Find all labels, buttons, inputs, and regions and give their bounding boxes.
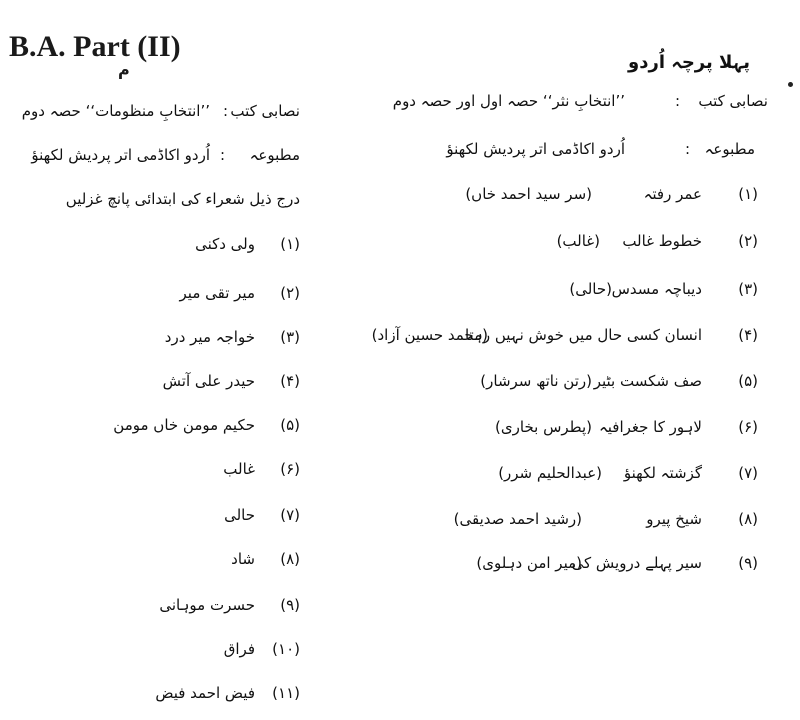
poetry-publisher-label: مطبوعہ bbox=[249, 146, 300, 164]
prose-item-num: (۱) bbox=[738, 185, 758, 203]
poetry-item-num: (۹) bbox=[280, 596, 300, 614]
poetry-item-name: ولی دکنی bbox=[195, 235, 255, 253]
prose-item-num: (۶) bbox=[738, 418, 758, 436]
paper-title: پہلا پرچہ اُردو bbox=[628, 52, 750, 73]
prose-publisher-value: اُردو اکاڈمی اتر پردیش لکھنؤ bbox=[446, 140, 625, 158]
prose-item-title: شیخ پیرو bbox=[646, 510, 702, 528]
prose-item-num: (۹) bbox=[738, 554, 758, 572]
poetry-publisher-value: اُردو اکاڈمی اتر پردیش لکھنؤ bbox=[31, 146, 210, 164]
poetry-intro: درج ذیل شعراء کی ابتدائی پانچ غزلیں bbox=[65, 190, 300, 208]
poetry-item-num: (۱۱) bbox=[272, 684, 300, 702]
prose-item-author: (حالی) bbox=[569, 280, 612, 298]
poetry-textbook-value: ’’انتخابِ منظومات‘‘ حصہ دوم bbox=[21, 102, 210, 120]
poetry-item-name: حسرت موہانی bbox=[159, 596, 255, 614]
poetry-item-num: (۴) bbox=[280, 372, 300, 390]
prose-colon-2: : bbox=[684, 140, 690, 158]
poetry-item-name: میر تقی میر bbox=[179, 284, 255, 302]
poetry-item-num: (۳) bbox=[280, 328, 300, 346]
prose-item-title: انسان کسی حال میں خوش نہیں رہتا bbox=[464, 326, 702, 344]
poetry-item-num: (۶) bbox=[280, 460, 300, 478]
prose-item-num: (۴) bbox=[738, 326, 758, 344]
poetry-item-name: حکیم مومن خاں مومن bbox=[113, 416, 255, 434]
poetry-item-name: فراق bbox=[223, 640, 255, 658]
prose-textbook-label: نصابی کتب bbox=[698, 92, 768, 110]
prose-item-author: (عبدالحلیم شرر) bbox=[498, 464, 602, 482]
poetry-item-name: شاد bbox=[231, 550, 255, 568]
poetry-item-num: (۲) bbox=[280, 284, 300, 302]
prose-item-author: (سر سید احمد خاں) bbox=[465, 185, 592, 203]
prose-item-title: سیر پہلے درویش کی bbox=[571, 554, 702, 572]
poetry-item-name: حیدر علی آتش bbox=[162, 372, 255, 390]
prose-item-title: صف شکست بٹیر bbox=[593, 372, 702, 390]
prose-item-num: (۲) bbox=[738, 232, 758, 250]
poetry-colon-2: : bbox=[219, 146, 225, 164]
poetry-item-name: خواجہ میر درد bbox=[164, 328, 255, 346]
prose-publisher-label: مطبوعہ bbox=[704, 140, 755, 158]
poetry-item-num: (۱۰) bbox=[272, 640, 300, 658]
prose-item-title: گزشتہ لکھنؤ bbox=[623, 464, 702, 482]
prose-item-title: خطوط غالب bbox=[622, 232, 702, 250]
prose-textbook-value: ’’انتخابِ نثر‘‘ حصہ اول اور حصہ دوم bbox=[392, 92, 625, 110]
prose-item-title: عمر رفتہ bbox=[643, 185, 702, 203]
prose-colon-1: : bbox=[674, 92, 680, 110]
poetry-textbook-label: نصابی کتب bbox=[230, 102, 300, 120]
prose-item-author: (پطرس بخاری) bbox=[495, 418, 592, 436]
prose-item-author: (غالب) bbox=[556, 232, 600, 250]
header-mark: م bbox=[118, 60, 130, 79]
poetry-item-num: (۸) bbox=[280, 550, 300, 568]
prose-item-author: (محمد حسین آزاد) bbox=[371, 326, 488, 344]
poetry-item-num: (۷) bbox=[280, 506, 300, 524]
poetry-item-num: (۱) bbox=[280, 235, 300, 253]
prose-item-author: (رتن ناتھ سرشار) bbox=[480, 372, 592, 390]
poetry-item-num: (۵) bbox=[280, 416, 300, 434]
prose-item-num: (۷) bbox=[738, 464, 758, 482]
bullet-dot bbox=[788, 82, 793, 87]
poetry-colon-1: : bbox=[222, 102, 228, 120]
prose-item-num: (۸) bbox=[738, 510, 758, 528]
prose-item-num: (۵) bbox=[738, 372, 758, 390]
prose-item-title: دیباچہ مسدس bbox=[611, 280, 702, 298]
prose-item-author: (میر امن دہلوی) bbox=[476, 554, 582, 572]
poetry-item-name: غالب bbox=[223, 460, 255, 478]
poetry-item-name: فیض احمد فیض bbox=[155, 684, 255, 702]
prose-item-title: لاہور کا جغرافیہ bbox=[598, 418, 702, 436]
prose-item-author: (رشید احمد صدیقی) bbox=[453, 510, 582, 528]
prose-item-num: (۳) bbox=[738, 280, 758, 298]
poetry-item-name: حالی bbox=[224, 506, 255, 524]
page-header: B.A. Part (II) bbox=[9, 30, 181, 63]
